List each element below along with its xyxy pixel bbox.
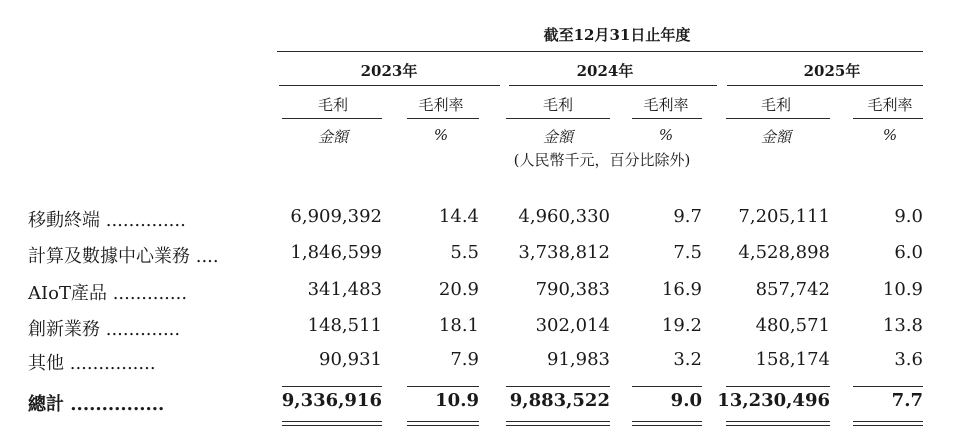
amount-unit-2025: 金額 <box>760 128 792 146</box>
table-row-cell: 9.0 <box>894 206 923 227</box>
amount-unit-2023: 金額 <box>317 128 349 146</box>
total-top-rule <box>506 386 610 387</box>
pct-unit-2025: % <box>882 126 898 144</box>
row-label-text: 總計 <box>28 394 64 415</box>
year-2023-header: 2023年 <box>360 62 418 80</box>
total-row-cell: 9,336,916 <box>281 390 382 411</box>
total-double-rule <box>407 425 479 426</box>
total-top-rule <box>726 386 830 387</box>
table-row-cell: 7,205,111 <box>738 206 830 227</box>
margin-header-2024: 毛利率 <box>643 96 689 114</box>
table-row-cell: 10.9 <box>882 279 923 300</box>
table-row-cell: 19.2 <box>661 315 702 336</box>
year-2025-rule <box>727 85 923 86</box>
subcol-rule <box>632 118 702 119</box>
row-label-text: AIoT產品 <box>28 283 107 304</box>
table-row-cell: 90,931 <box>319 349 382 370</box>
subcol-rule <box>853 118 923 119</box>
total-double-rule <box>407 421 479 422</box>
table-row-cell: 6,909,392 <box>290 206 382 227</box>
margin-header-2025: 毛利率 <box>867 96 913 114</box>
table-row-label <box>28 206 186 232</box>
year-2024-rule <box>509 85 717 86</box>
table-row-cell: 7.9 <box>450 349 479 370</box>
total-double-rule <box>506 425 610 426</box>
amount-unit-2024: 金額 <box>542 128 574 146</box>
gross-profit-header-2023: 毛利 <box>317 96 349 114</box>
total-row-cell: 13,230,496 <box>717 390 830 411</box>
row-label-text: 移動終端 <box>28 210 100 231</box>
table-row-cell: 341,483 <box>307 279 382 300</box>
subcol-rule <box>726 118 830 119</box>
table-row-cell: 4,528,898 <box>738 242 830 263</box>
table-row-cell: 20.9 <box>438 279 479 300</box>
table-row-cell: 1,846,599 <box>290 242 382 263</box>
total-double-rule <box>853 425 923 426</box>
total-row-label <box>28 390 164 416</box>
table-row-cell: 4,960,330 <box>518 206 610 227</box>
leader-dots: .... <box>195 246 219 267</box>
row-label-text: 創新業務 <box>28 319 100 340</box>
total-double-rule <box>506 421 610 422</box>
total-double-rule <box>632 425 702 426</box>
table-row-cell: 302,014 <box>535 315 610 336</box>
table-row-cell: 3.2 <box>673 349 702 370</box>
subcol-rule <box>407 118 479 119</box>
subcol-rule <box>282 118 382 119</box>
year-2025-header: 2025年 <box>803 62 861 80</box>
total-top-rule <box>407 386 479 387</box>
subcol-rule <box>506 118 610 119</box>
leader-dots: .............. <box>105 210 186 231</box>
leader-dots: ............... <box>69 353 156 374</box>
row-label-text: 計算及數據中心業務 <box>28 246 190 267</box>
year-2024-header: 2024年 <box>576 62 634 80</box>
total-row-cell: 9,883,522 <box>509 390 610 411</box>
table-row-cell: 857,742 <box>755 279 830 300</box>
table-row-cell: 480,571 <box>755 315 830 336</box>
table-row-cell: 16.9 <box>661 279 702 300</box>
year-2023-rule <box>279 85 500 86</box>
gross-profit-header-2025: 毛利 <box>760 96 792 114</box>
margin-header-2023: 毛利率 <box>418 96 464 114</box>
table-row-cell: 3,738,812 <box>518 242 610 263</box>
row-label-text: 其他 <box>28 353 64 374</box>
table-row-cell: 790,383 <box>535 279 610 300</box>
table-row-label <box>28 349 156 375</box>
table-row-cell: 13.8 <box>882 315 923 336</box>
total-row-cell: 9.0 <box>670 390 702 411</box>
pct-unit-2024: % <box>658 126 674 144</box>
total-double-rule <box>632 421 702 422</box>
total-double-rule <box>853 421 923 422</box>
table-row-cell: 3.6 <box>894 349 923 370</box>
total-top-rule <box>282 386 382 387</box>
total-double-rule <box>282 421 382 422</box>
table-row-label <box>28 315 180 341</box>
table-row-cell: 6.0 <box>894 242 923 263</box>
unit-note: (人民幣千元，百分比除外) <box>513 151 691 169</box>
pct-unit-2023: % <box>433 126 449 144</box>
total-top-rule <box>853 386 923 387</box>
gross-profit-header-2024: 毛利 <box>542 96 574 114</box>
total-double-rule <box>726 425 830 426</box>
table-row-cell: 91,983 <box>547 349 610 370</box>
table-row-label <box>28 279 187 305</box>
table-row-cell: 9.7 <box>673 206 702 227</box>
table-row-label <box>28 242 219 268</box>
total-row-cell: 10.9 <box>435 390 479 411</box>
total-row-cell: 7.7 <box>891 390 923 411</box>
leader-dots: ............... <box>70 394 165 415</box>
table-row-cell: 7.5 <box>673 242 702 263</box>
table-row-cell: 158,174 <box>755 349 830 370</box>
table-row-cell: 5.5 <box>450 242 479 263</box>
period-title: 截至12月31日止年度 <box>543 26 691 44</box>
table-row-cell: 148,511 <box>307 315 382 336</box>
total-double-rule <box>726 421 830 422</box>
total-double-rule <box>282 425 382 426</box>
leader-dots: ............. <box>105 319 181 340</box>
table-row-cell: 14.4 <box>438 206 479 227</box>
leader-dots: ............. <box>112 283 188 304</box>
table-row-cell: 18.1 <box>438 315 479 336</box>
period-rule <box>277 51 923 52</box>
total-top-rule <box>632 386 702 387</box>
